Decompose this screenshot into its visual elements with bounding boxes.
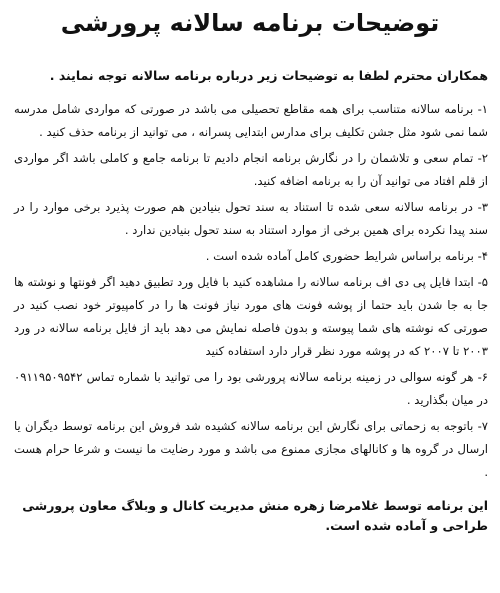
instruction-item-3: ۳- در برنامه سالانه سعی شده تا استناد به سند تحول بنیادین هم صورت پذیرد برخی موارد را در سند پیدا نکرده برای همین برخی از موارد استناد به سند تحول بنیادین ندارد .: [14, 200, 488, 237]
instruction-item-2: ۲- تمام سعی و تلاشمان را در نگارش برنامه انجام دادیم تا برنامه جامع و کاملی باشد اگر مواردی از قلم افتاد می توانید آن را به برنامه اضافه کنید.: [14, 151, 488, 188]
intro-text: همکاران محترم لطفا به توضیحات زیر درباره برنامه سالانه توجه نمایند .: [49, 68, 488, 83]
instruction-item-1: ۱- برنامه سالانه متناسب برای همه مقاطع تحصیلی می باشد در صورتی که مواردی شامل مدرسه شما نمی شود مثل جشن تکلیف برای مدارس ابتدایی پسرانه ، می توانید از برنامه حذف کنید .: [14, 102, 488, 139]
instruction-item-5: ۵- ابتدا فایل پی دی اف برنامه سالانه را مشاهده کنید با فایل ورد تطبیق دهید اگر فونتها و نوشته ها جا به جا شدن باید حتما از پوشه فونت های مورد نیاز فونت ها را در کامپیوتر خود نصب کنید در صورتی که نوشته های شما پیوسته و بدون فاصله نمایش می دهد باید از فایل برنامه سالانه در ورد ۲۰۰۳ تا ۲۰۰۷ که در پوشه مورد نظر قرار دارد استفاده کنید: [14, 275, 488, 358]
page-title: توضیحات برنامه سالانه پرورشی: [60, 9, 440, 37]
instruction-item-4: ۴- برنامه براساس شرایط حضوری کامل آماده شده است .: [205, 249, 488, 263]
footer-credit: این برنامه توسط غلامرضا زهره منش مدیریت کانال و وبلاگ معاون پرورشی طراحی و آماده شده است.: [22, 498, 488, 533]
instruction-item-6: ۶- هر گونه سوالی در زمینه برنامه سالانه پرورشی بود را می توانید با شماره تماس ۰۹۱۱۹۵۰۹۵۴۲ در میان بگذارید .: [14, 370, 488, 407]
instruction-item-7: ۷- باتوجه به زحماتی برای نگارش این برنامه سالانه کشیده شد فروش این برنامه توسط دیگران یا ارسال در گروه ها و کانالهای مجازی ممنوع می باشد و مورد رضایت ما نیست و شرعا حرام هست .: [14, 419, 488, 479]
instructions-list: [14, 98, 488, 487]
